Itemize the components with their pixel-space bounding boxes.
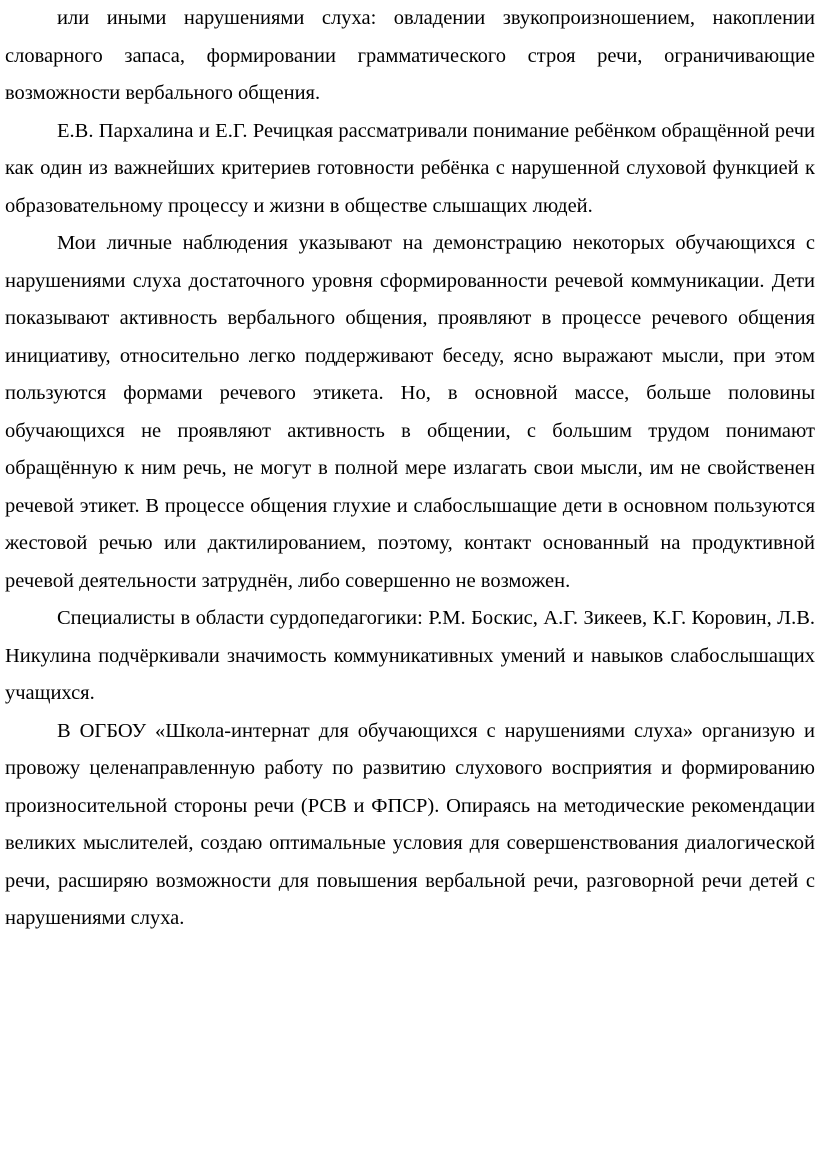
paragraph-3: Мои личные наблюдения указывают на демонстрацию некоторых обучающихся с нарушениями слуха достаточного уровня сформированности речевой коммуникации. Дети показывают активность вербального общения, проявляют в процессе речевого общения инициативу, относительно легко поддерживают беседу, ясно выражают мысли, при этом пользуются формами речевого этикета. Но, в основной массе, больше половины обучающихся не проявляют активность в общении, с большим трудом понимают обращённую к ним речь, не могут в полной мере излагать свои мысли, им не свойственен речевой этикет. В процессе общения глухие и слабослышащие дети в основном пользуются жестовой речью или дактилированием, поэтому, контакт основанный на продуктивной речевой деятельности затруднён, либо совершенно не возможен. bbox=[5, 232, 815, 592]
paragraph-4: Специалисты в области сурдопедагогики: Р.М. Боскис, А.Г. Зикеев, К.Г. Коровин, Л.В. Никулина подчёркивали значимость коммуникативных умений и навыков слабослышащих учащихся. bbox=[5, 607, 815, 704]
document-body bbox=[5, 0, 815, 938]
paragraph-1: или иными нарушениями слуха: овладении звукопроизношением, накоплении словарного запаса, формировании грамматического строя речи, ограничивающие возможности вербального общения. bbox=[5, 7, 815, 104]
paragraph-2: Е.В. Пархалина и Е.Г. Речицкая рассматривали понимание ребёнком обращённой речи как один из важнейших критериев готовности ребёнка с нарушенной слуховой функцией к образовательному процессу и жизни в обществе слышащих людей. bbox=[5, 119, 815, 217]
paragraph-5: В ОГБОУ «Школа-интернат для обучающихся с нарушениями слуха» организую и провожу целенаправленную работу по развитию слухового восприятия и формированию произносительной стороны речи (РСВ и ФПСР). Опираясь на методические рекомендации великих мыслителей, создаю оптимальные условия для совершенствования диалогической речи, расширяю возможности для повышения вербальной речи, разговорной речи детей с нарушениями слуха. bbox=[5, 719, 815, 929]
